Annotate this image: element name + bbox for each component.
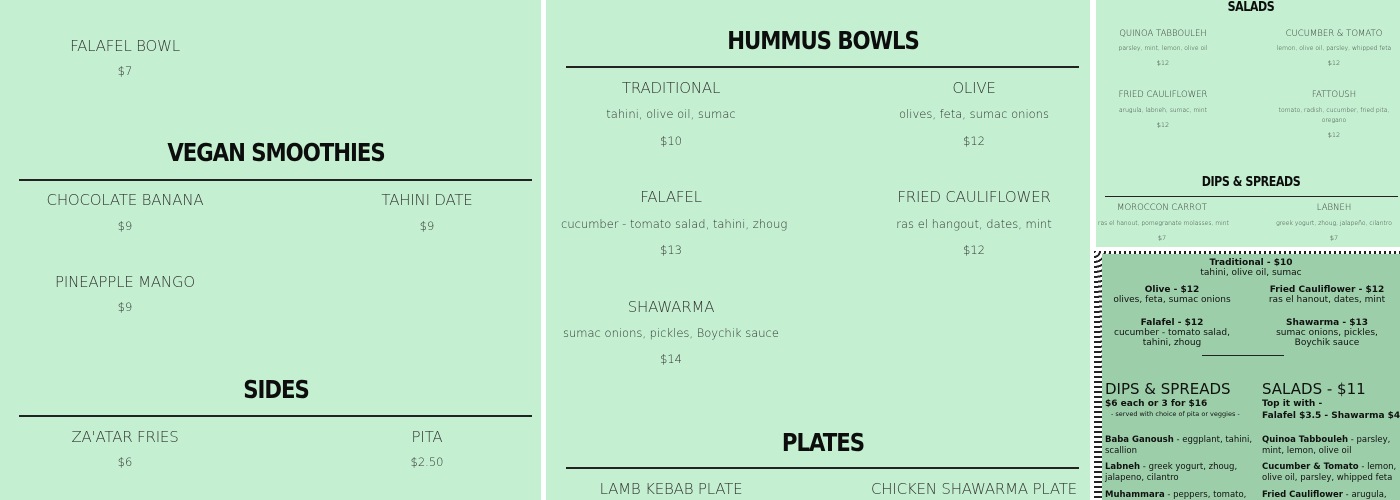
item-desc: oregano xyxy=(1321,117,1347,124)
menu-panel-hummus-bowls xyxy=(546,0,1090,500)
item-name: PINEAPPLE MANGO xyxy=(55,273,195,291)
item-name: FALAFEL xyxy=(640,188,702,206)
item-name: CHICKEN SHAWARMA PLATE xyxy=(871,480,1077,498)
salad-desc: mint, lemon, olive oil xyxy=(1262,446,1352,456)
item-desc: sumac onions, pickles, Boychik sauce xyxy=(563,326,779,340)
item-price: $12 xyxy=(1156,59,1170,67)
dip-item xyxy=(1105,490,1246,500)
dip-desc: - greek yogurt, zhoug, xyxy=(1140,462,1238,472)
item-name: LABNEH xyxy=(1316,203,1352,213)
item-price: $9 xyxy=(419,219,435,233)
dip-name: Baba Ganoush xyxy=(1105,435,1174,445)
item-name: QUINOA TABBOULEH xyxy=(1119,29,1207,39)
item-title: Fried Cauliflower - $12 xyxy=(1269,285,1385,295)
salad-desc: olive oil, parsley, whipped feta xyxy=(1262,473,1393,483)
dip-desc: jalapeno, cilantro xyxy=(1105,473,1179,483)
section-divider xyxy=(19,415,532,417)
dips-note: - served with choice of pita or veggies - xyxy=(1111,410,1240,418)
item-name: FRIED CAULIFLOWER xyxy=(1118,90,1208,100)
item-price: $7 xyxy=(117,64,133,78)
item-desc: cucumber - tomato salad, tahini, zhoug xyxy=(561,217,788,231)
item-price: $2.50 xyxy=(410,455,444,469)
item-title: Olive - $12 xyxy=(1144,285,1200,295)
salad-name: Fried Cauliflower xyxy=(1262,490,1343,500)
section-title-dips: DIPS & SPREADS xyxy=(1201,175,1301,190)
item-name: FRIED CAULIFLOWER xyxy=(897,188,1051,206)
dip-desc: - eggplant, tahini, xyxy=(1173,435,1253,445)
item-name: TRADITIONAL xyxy=(621,79,721,97)
item-name: CHOCOLATE BANANA xyxy=(46,191,204,209)
dips-price: $6 each or 3 for $16 xyxy=(1105,399,1208,409)
topit-options: Falafel $3.5 - Shawarma $4 xyxy=(1262,411,1400,421)
item-price: $12 xyxy=(1327,59,1341,67)
dip-item xyxy=(1105,462,1237,472)
item-price: $14 xyxy=(660,352,682,366)
item-price: $7 xyxy=(1157,234,1167,242)
item-desc: sumac onions, pickles, xyxy=(1276,328,1378,338)
section-divider xyxy=(19,179,532,181)
item-name: ZA'ATAR FRIES xyxy=(71,428,179,446)
item-title: Shawarma - $13 xyxy=(1285,318,1369,328)
item-name: FATTOUSH xyxy=(1311,90,1357,100)
item-desc: tahini, olive oil, sumac xyxy=(1200,268,1302,278)
item-desc: olives, feta, sumac onions xyxy=(1113,295,1231,305)
menu-panel-salads-dips xyxy=(1096,0,1400,247)
item-name: SHAWARMA xyxy=(627,298,715,316)
section-title-salads: SALADS xyxy=(1227,0,1275,15)
item-desc: tomato, radish, cucumber, fried pita, xyxy=(1278,107,1390,114)
dip-name: Muhammara xyxy=(1105,490,1165,500)
dip-item xyxy=(1105,435,1252,445)
item-desc: ras el hanout, pomegranate molasses, mint xyxy=(1098,220,1229,227)
item-price: $13 xyxy=(660,243,682,257)
section-title-sides: SIDES xyxy=(243,375,309,404)
salad-desc: - lemon, xyxy=(1358,462,1397,472)
item-desc: arugula, labneh, sumac, mint xyxy=(1118,107,1207,114)
section-divider xyxy=(566,467,1079,469)
section-title-smoothies: VEGAN SMOOTHIES xyxy=(167,138,385,167)
dip-desc: - peppers, tomato, xyxy=(1164,490,1247,500)
printed-menu-card xyxy=(1102,254,1400,500)
item-desc: ras el hangout, dates, mint xyxy=(896,217,1052,231)
item-price: $9 xyxy=(117,219,133,233)
item-price: $10 xyxy=(660,134,682,148)
item-desc: tahini, zhoug xyxy=(1142,338,1202,348)
item-desc: cucumber - tomato salad, xyxy=(1114,328,1230,338)
section-divider xyxy=(566,66,1079,68)
item-desc: Boychik sauce xyxy=(1294,338,1360,348)
menu-panel-smoothies-sides xyxy=(0,0,541,500)
item-title: Falafel - $12 xyxy=(1140,318,1204,328)
section-title-dips: DIPS & SPREADS xyxy=(1105,380,1231,398)
section-title-hummus: HUMMUS BOWLS xyxy=(727,26,919,55)
item-price: $7 xyxy=(1329,234,1339,242)
salad-name: Cucumber & Tomato xyxy=(1262,462,1359,472)
item-name: FALAFEL BOWL xyxy=(70,37,180,55)
topit-label: Top it with - xyxy=(1262,399,1323,409)
divider xyxy=(1202,355,1284,356)
item-price: $12 xyxy=(963,243,985,257)
section-divider xyxy=(1105,196,1398,197)
dip-name: Labneh xyxy=(1105,462,1141,472)
item-price: $12 xyxy=(1156,121,1170,129)
item-name: PITA xyxy=(411,428,443,446)
item-desc: tahini, olive oil, sumac xyxy=(606,107,736,121)
item-price: $12 xyxy=(1327,131,1341,139)
item-name: CUCUMBER & TOMATO xyxy=(1285,29,1383,39)
item-name: OLIVE xyxy=(952,79,996,97)
item-price: $12 xyxy=(963,134,985,148)
section-title-salads: SALADS - $11 xyxy=(1262,380,1366,398)
item-desc: greek yogurt, zhoug, jalapeño, cilantro xyxy=(1276,220,1392,227)
item-price: $6 xyxy=(117,455,133,469)
salad-item xyxy=(1262,490,1387,500)
item-name: TAHINI DATE xyxy=(381,191,473,209)
item-title: Traditional - $10 xyxy=(1209,258,1293,268)
item-name: MOROCCON CARROT xyxy=(1117,203,1207,213)
item-desc: parsley, mint, lemon, olive oil xyxy=(1118,45,1208,52)
item-price: $9 xyxy=(117,300,133,314)
menu-panel-printed xyxy=(1094,251,1400,500)
section-title-plates: PLATES xyxy=(781,428,865,457)
salad-name: Quinoa Tabbouleh xyxy=(1262,435,1349,445)
salad-desc: - parsley, xyxy=(1348,435,1391,445)
salad-item xyxy=(1262,435,1390,445)
item-desc: olives, feta, sumac onions xyxy=(899,107,1049,121)
item-desc: ras el hanout, dates, mint xyxy=(1268,295,1386,305)
dip-desc: scallion xyxy=(1105,446,1137,456)
item-desc: lemon, olive oil, parsley, whipped feta xyxy=(1276,45,1392,52)
salad-desc: - arugula, xyxy=(1342,490,1387,500)
item-name: LAMB KEBAB PLATE xyxy=(599,480,743,498)
salad-item xyxy=(1262,462,1396,472)
